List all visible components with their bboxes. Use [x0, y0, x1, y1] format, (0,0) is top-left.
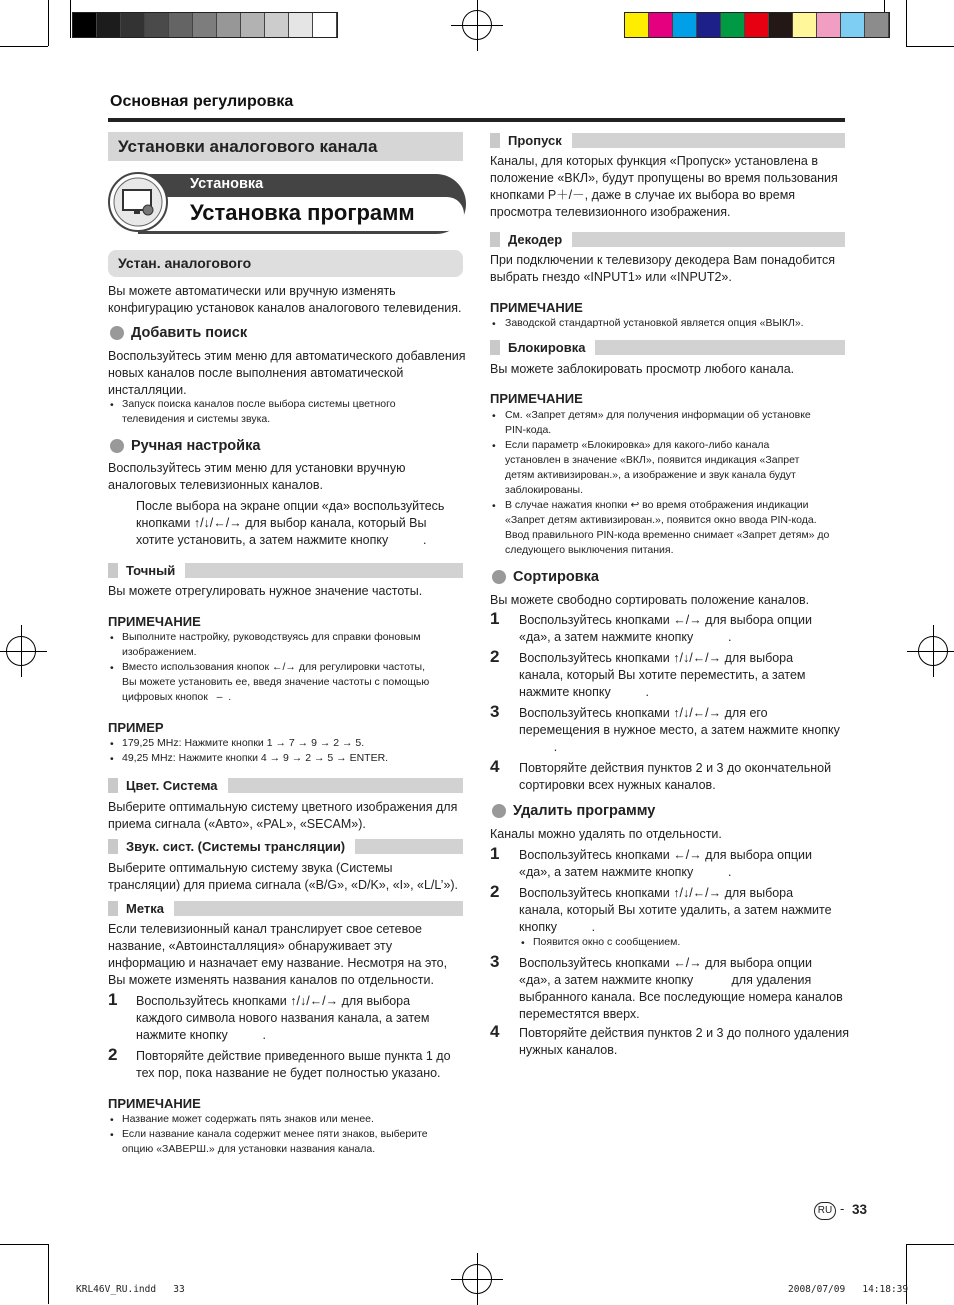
- tv-settings-icon: [108, 172, 168, 232]
- step-number: 4: [490, 757, 500, 776]
- crop-mark: [906, 1244, 907, 1304]
- delete-body: Каналы можно удалять по отдельности.: [490, 827, 722, 841]
- bullet-circle-icon: [492, 804, 506, 818]
- note-title: ПРИМЕЧАНИЕ: [108, 614, 201, 629]
- body-line: Воспользуйтесь этим меню для установки вручную: [108, 461, 406, 475]
- step-line: нужных каналов.: [519, 1043, 618, 1057]
- bullet-icon: •: [110, 1114, 114, 1126]
- bullet-circle-icon: [492, 570, 506, 584]
- sort-heading: Сортировка: [492, 569, 599, 585]
- banner-title: Установка программ: [190, 200, 415, 225]
- crop-mark: [70, 0, 71, 38]
- color-swatch: [97, 13, 121, 37]
- label-tag: Метка: [108, 901, 463, 916]
- color-swatch: [265, 13, 289, 37]
- crop-mark: [0, 1244, 48, 1245]
- bullet-circle-icon: [110, 439, 124, 453]
- color-swatch: [793, 13, 817, 37]
- bullet-icon: •: [110, 662, 114, 674]
- step-line: «да», а затем нажмите кнопку .: [519, 865, 732, 879]
- bullet-icon: •: [110, 1129, 114, 1141]
- intro-line: конфигурацию установок каналов аналогового телевидения.: [108, 301, 462, 315]
- step-line: Повторяйте действия пунктов 2 и 3 до полного удаления: [519, 1026, 849, 1040]
- step-line: канала, который Вы хотите удалить, а затем нажмите: [519, 903, 832, 917]
- step-line: «да», а затем нажмите кнопку для удаления: [519, 973, 812, 987]
- step-line: канала, который Вы хотите переместить, а затем: [519, 668, 806, 682]
- color-swatch: [769, 13, 793, 37]
- example-title: ПРИМЕР: [108, 720, 164, 735]
- note-line: Ввод правильного PIN-кода временно снимает «Запрет детям» до: [505, 529, 830, 541]
- body-line: Выберите оптимальную систему цветного изображения для: [108, 800, 458, 814]
- step-line: хотите установить, а затем нажмите кнопку .: [136, 533, 427, 547]
- note-line: См. «Запрет детям» для получения информации об установке: [505, 409, 811, 421]
- note-line: Заводской стандартной установкой является опция «ВЫКЛ».: [505, 317, 804, 329]
- step-line: «да», а затем нажмите кнопку .: [519, 630, 732, 644]
- color-swatch: [745, 13, 769, 37]
- file-info: KRL46V_RU.indd 33: [76, 1284, 185, 1295]
- note-line: изображением.: [122, 646, 197, 658]
- step-number: 2: [108, 1045, 118, 1064]
- skip-tag: Пропуск: [490, 133, 845, 148]
- body-line: При подключении к телевизору декодера Вам понадобится: [490, 253, 836, 267]
- banner: [108, 172, 466, 234]
- banner-subtitle: Установка: [190, 176, 264, 192]
- registration-mark-icon: [462, 1264, 492, 1294]
- step-number: 2: [490, 882, 500, 901]
- step-number: 1: [108, 990, 118, 1009]
- note-line: следующего выключения питания.: [505, 544, 674, 556]
- note-title: ПРИМЕЧАНИЕ: [490, 300, 583, 315]
- step-line: нажмите кнопку .: [519, 685, 649, 699]
- body-line: просмотра телевизионного изображения.: [490, 205, 731, 219]
- step-line: Воспользуйтесь кнопками ↑/↓/←/→ для выбора: [136, 994, 411, 1008]
- step-line: тех пор, пока название не будет полностью указано.: [136, 1066, 441, 1080]
- step-line: переместятся вверх.: [519, 1007, 640, 1021]
- delete-program-heading: Удалить программу: [492, 803, 655, 819]
- color-swatch: [169, 13, 193, 37]
- color-swatch: [721, 13, 745, 37]
- step-number: 3: [490, 702, 500, 721]
- manual-tuning-heading: Ручная настройка: [110, 438, 260, 454]
- crop-mark: [906, 46, 954, 47]
- crop-mark: [48, 0, 49, 46]
- bullet-icon: •: [492, 318, 496, 330]
- color-swatch: [865, 13, 889, 37]
- note-title: ПРИМЕЧАНИЕ: [108, 1096, 201, 1111]
- crop-mark: [906, 0, 907, 46]
- color-swatch: [841, 13, 865, 37]
- step-line: нажмите кнопку .: [136, 1028, 266, 1042]
- bullet-icon: •: [521, 937, 525, 949]
- note-line: Запуск поиска каналов после выбора системы цветного: [122, 398, 396, 410]
- color-swatch: [145, 13, 169, 37]
- add-search-heading: Добавить поиск: [110, 325, 247, 341]
- note-line: В случае нажатия кнопки ↩ во время отображения индикации: [505, 499, 809, 511]
- step-number: 2: [490, 647, 500, 666]
- step-line: каждого символа нового названия канала, а затем: [136, 1011, 430, 1025]
- bullet-icon: •: [492, 440, 496, 452]
- step-line: Воспользуйтесь кнопками ←/→ для выбора опции: [519, 848, 812, 862]
- color-swatch: [625, 13, 649, 37]
- analog-setup-subsection: Устан. аналогового: [108, 250, 463, 277]
- note-line: Вы можете установить ее, введя значение частоты с помощью: [122, 676, 430, 688]
- note-line: Появится окно с сообщением.: [533, 936, 681, 948]
- analog-channel-section-title: Установки аналогового канала: [108, 132, 463, 161]
- step-line: Воспользуйтесь кнопками ←/→ для выбора опции: [519, 613, 812, 627]
- print-date: 2008/07/09 14:18:39: [788, 1284, 909, 1295]
- intro-line: Вы можете автоматически или вручную изменять: [108, 284, 396, 298]
- gray-calibration-bar: [72, 12, 338, 38]
- bullet-icon: •: [110, 738, 114, 750]
- step-line: перемещения в нужное место, а затем нажмите кнопку: [519, 723, 840, 737]
- step-line: выбранного канала. Все последующие номера каналов: [519, 990, 843, 1004]
- bullet-icon: •: [492, 410, 496, 422]
- step-line: После выбора на экране опции «да» воспользуйтесь: [136, 499, 445, 513]
- body-line: название, «Автоинсталляция» обнаруживает эту: [108, 939, 393, 953]
- body-line: выбрать гнездо «INPUT1» или «INPUT2».: [490, 270, 732, 284]
- bullet-icon: •: [110, 399, 114, 411]
- body-line: положение «ВКЛ», будут пропущены во время пользования: [490, 171, 838, 185]
- color-swatch: [73, 13, 97, 37]
- section-header: Основная регулировка: [110, 93, 294, 110]
- bullet-icon: •: [110, 753, 114, 765]
- note-line: Выполните настройку, руководствуясь для справки фоновым: [122, 631, 421, 643]
- sound-system-tag: Звук. сист. (Системы трансляции): [108, 839, 463, 854]
- page-dash: -: [840, 1201, 845, 1216]
- crop-mark: [0, 46, 48, 47]
- language-badge: RU: [814, 1202, 836, 1220]
- step-line: .: [519, 740, 558, 754]
- step-number: 1: [490, 609, 500, 628]
- color-swatch: [697, 13, 721, 37]
- color-system-tag: Цвет. Система: [108, 778, 463, 793]
- registration-mark-icon: [6, 636, 36, 666]
- body-line: приема сигнала («Авто», «PAL», «SECAM»).: [108, 817, 366, 831]
- color-swatch: [649, 13, 673, 37]
- fine-body: Вы можете отрегулировать нужное значение частоты.: [108, 584, 423, 598]
- step-line: сортировки всех нужных каналов.: [519, 778, 716, 792]
- color-swatch: [817, 13, 841, 37]
- step-number: 4: [490, 1022, 500, 1041]
- note-line: «Запрет детям активизирован.», появится окно ввода PIN-кода.: [505, 514, 817, 526]
- step-line: кнопку .: [519, 920, 596, 934]
- bullet-icon: •: [110, 632, 114, 644]
- note-line: Если название канала содержит менее пяти знаков, выберите: [122, 1128, 428, 1140]
- note-line: Если параметр «Блокировка» для какого-либо канала: [505, 439, 770, 451]
- bullet-icon: •: [492, 500, 496, 512]
- color-swatch: [193, 13, 217, 37]
- body-line: Воспользуйтесь этим меню для автоматического добавления: [108, 349, 466, 363]
- body-line: трансляции) для приема сигнала («B/G», «D/K», «I», «L/L’»).: [108, 878, 459, 892]
- body-line: Вы можете изменять названия каналов по отдельности.: [108, 973, 434, 987]
- registration-mark-icon: [918, 636, 948, 666]
- color-swatch: [241, 13, 265, 37]
- lock-tag: Блокировка: [490, 340, 845, 355]
- body-line: кнопками P＋/－, даже в случае их выбора во время: [490, 188, 796, 202]
- step-number: 3: [490, 952, 500, 971]
- crop-mark: [906, 1244, 954, 1245]
- step-line: Повторяйте действия пунктов 2 и 3 до окончательной: [519, 761, 832, 775]
- body-line: Если телевизионный канал транслирует свое сетевое: [108, 922, 422, 936]
- step-line: кнопками ↑/↓/←/→ для выбор канала, который Вы: [136, 516, 427, 530]
- body-line: Каналы, для которых функция «Пропуск» установлена в: [490, 154, 818, 168]
- step-line: Воспользуйтесь кнопками ↑/↓/←/→ для выбора: [519, 651, 794, 665]
- lock-body: Вы можете заблокировать просмотр любого канала.: [490, 362, 795, 376]
- step-line: Воспользуйтесь кнопками ↑/↓/←/→ для его: [519, 706, 768, 720]
- body-line: инсталляции.: [108, 383, 187, 397]
- crop-mark: [48, 1244, 49, 1304]
- note-line: Название может содержать пять знаков или менее.: [122, 1113, 374, 1125]
- note-line: телевидения и системы звука.: [122, 413, 271, 425]
- step-number: 1: [490, 844, 500, 863]
- note-line: опцию «ЗАВЕРШ.» для установки названия канала.: [122, 1143, 376, 1155]
- bullet-circle-icon: [110, 326, 124, 340]
- note-line: заблокированы.: [505, 484, 583, 496]
- sort-body: Вы можете свободно сортировать положение каналов.: [490, 593, 810, 607]
- color-calibration-bar: [624, 12, 890, 38]
- color-swatch: [313, 13, 337, 37]
- fine-tag: Точный: [108, 563, 463, 578]
- page-number: 33: [852, 1202, 868, 1217]
- note-line: детям активизирован.», а изображение и звук канала будут: [505, 469, 796, 481]
- note-line: Вместо использования кнопок ←/→ для регулировки частоты,: [122, 661, 425, 673]
- registration-mark-icon: [462, 10, 492, 40]
- note-title: ПРИМЕЧАНИЕ: [490, 391, 583, 406]
- color-swatch: [217, 13, 241, 37]
- color-swatch: [121, 13, 145, 37]
- decoder-tag: Декодер: [490, 232, 845, 247]
- body-line: Выберите оптимальную систему звука (Системы: [108, 861, 393, 875]
- color-swatch: [289, 13, 313, 37]
- color-swatch: [673, 13, 697, 37]
- step-line: Повторяйте действие приведенного выше пункта 1 до: [136, 1049, 451, 1063]
- note-line: цифровых кнопок – .: [122, 691, 232, 703]
- header-rule: [108, 118, 845, 122]
- note-line: установлен в значение «ВКЛ», появится индикация «Запрет: [505, 454, 800, 466]
- body-line: новых каналов после выполнения автоматической: [108, 366, 404, 380]
- body-line: аналоговых телевизионных каналов.: [108, 478, 323, 492]
- step-line: Воспользуйтесь кнопками ←/→ для выбора опции: [519, 956, 812, 970]
- example-line: 49,25 MHz: Нажмите кнопки 4 → 9 → 2 → 5 → ENTER.: [122, 752, 389, 764]
- step-line: Воспользуйтесь кнопками ↑/↓/←/→ для выбора: [519, 886, 794, 900]
- example-line: 179,25 MHz: Нажмите кнопки 1 → 7 → 9 → 2 → 5.: [122, 737, 365, 749]
- body-line: информацию и назначает ему название. Несмотря на это,: [108, 956, 448, 970]
- note-line: PIN-кода.: [505, 424, 552, 436]
